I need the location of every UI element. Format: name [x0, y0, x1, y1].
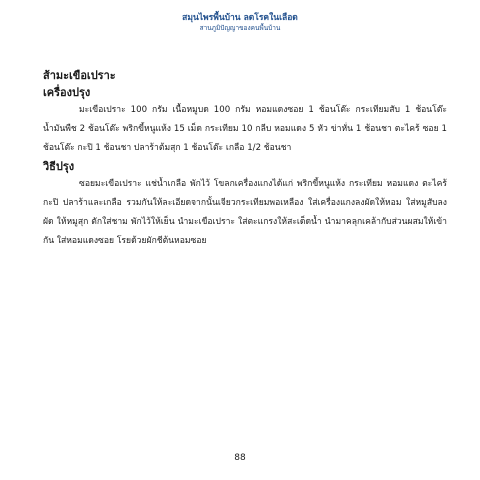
method-paragraph: ซอยมะเขือเปราะ แช่น้ำเกลือ พักไว้ โขลกเครื่องแกงได้แก่ พริกขี้หนูแห้ง กระเทียม หอมแดง ตะไคร้ กะปิ ปลาร้าและเกลือ รวมกันให้ละเอียดจากนั้นเจียวกระเทียมพอเหลือง ใส่เครื่องแกงลงผัดให้หอม ใส่หมูสับลงผัด ให้หมูสุก ตักใส่ชาม พักไว้ให้เย็น นำมะเขือเปราะ ใส่ตะแกรงให้สะเด็ดน้ำ นำมาคลุกเคล้ากับส่วนผสมให้เข้ากัน ใส่หอมแดงซอย โรยด้วยผักชีต้นหอมซอย [43, 179, 447, 246]
running-header [0, 13, 480, 33]
method-heading: วิธีปรุง [43, 160, 75, 173]
header-subtitle: สานภูมิปัญญาของคนพื้นบ้าน [199, 24, 281, 32]
recipe-content [43, 68, 447, 251]
recipe-title: ส้ามะเขือเปราะ [43, 69, 116, 82]
page-number: 88 [234, 453, 246, 463]
ingredients-paragraph: มะเขือเปราะ 100 กรัม เนื้อหมูบด 100 กรัม หอมแดงซอย 1 ช้อนโต๊ะ กระเทียมสับ 1 ช้อนโต๊ะ น้ำมันพืช 2 ช้อนโต๊ะ พริกขี้หนูแห้ง 15 เม็ด กระเทียม 10 กลีบ หอมแดง 5 หัว ข่าหั่น 1 ช้อนชา ตะไคร้ ซอย 1 ช้อนโต๊ะ กะปิ 1 ช้อนชา ปลาร้าต้มสุก 1 ช้อนโต๊ะ เกลือ 1/2 ช้อนชา [43, 105, 447, 153]
header-title: สมุนไพรพื้นบ้าน ลดโรคในเลือด [182, 13, 298, 23]
ingredients-heading: เครื่องปรุง [43, 86, 91, 99]
